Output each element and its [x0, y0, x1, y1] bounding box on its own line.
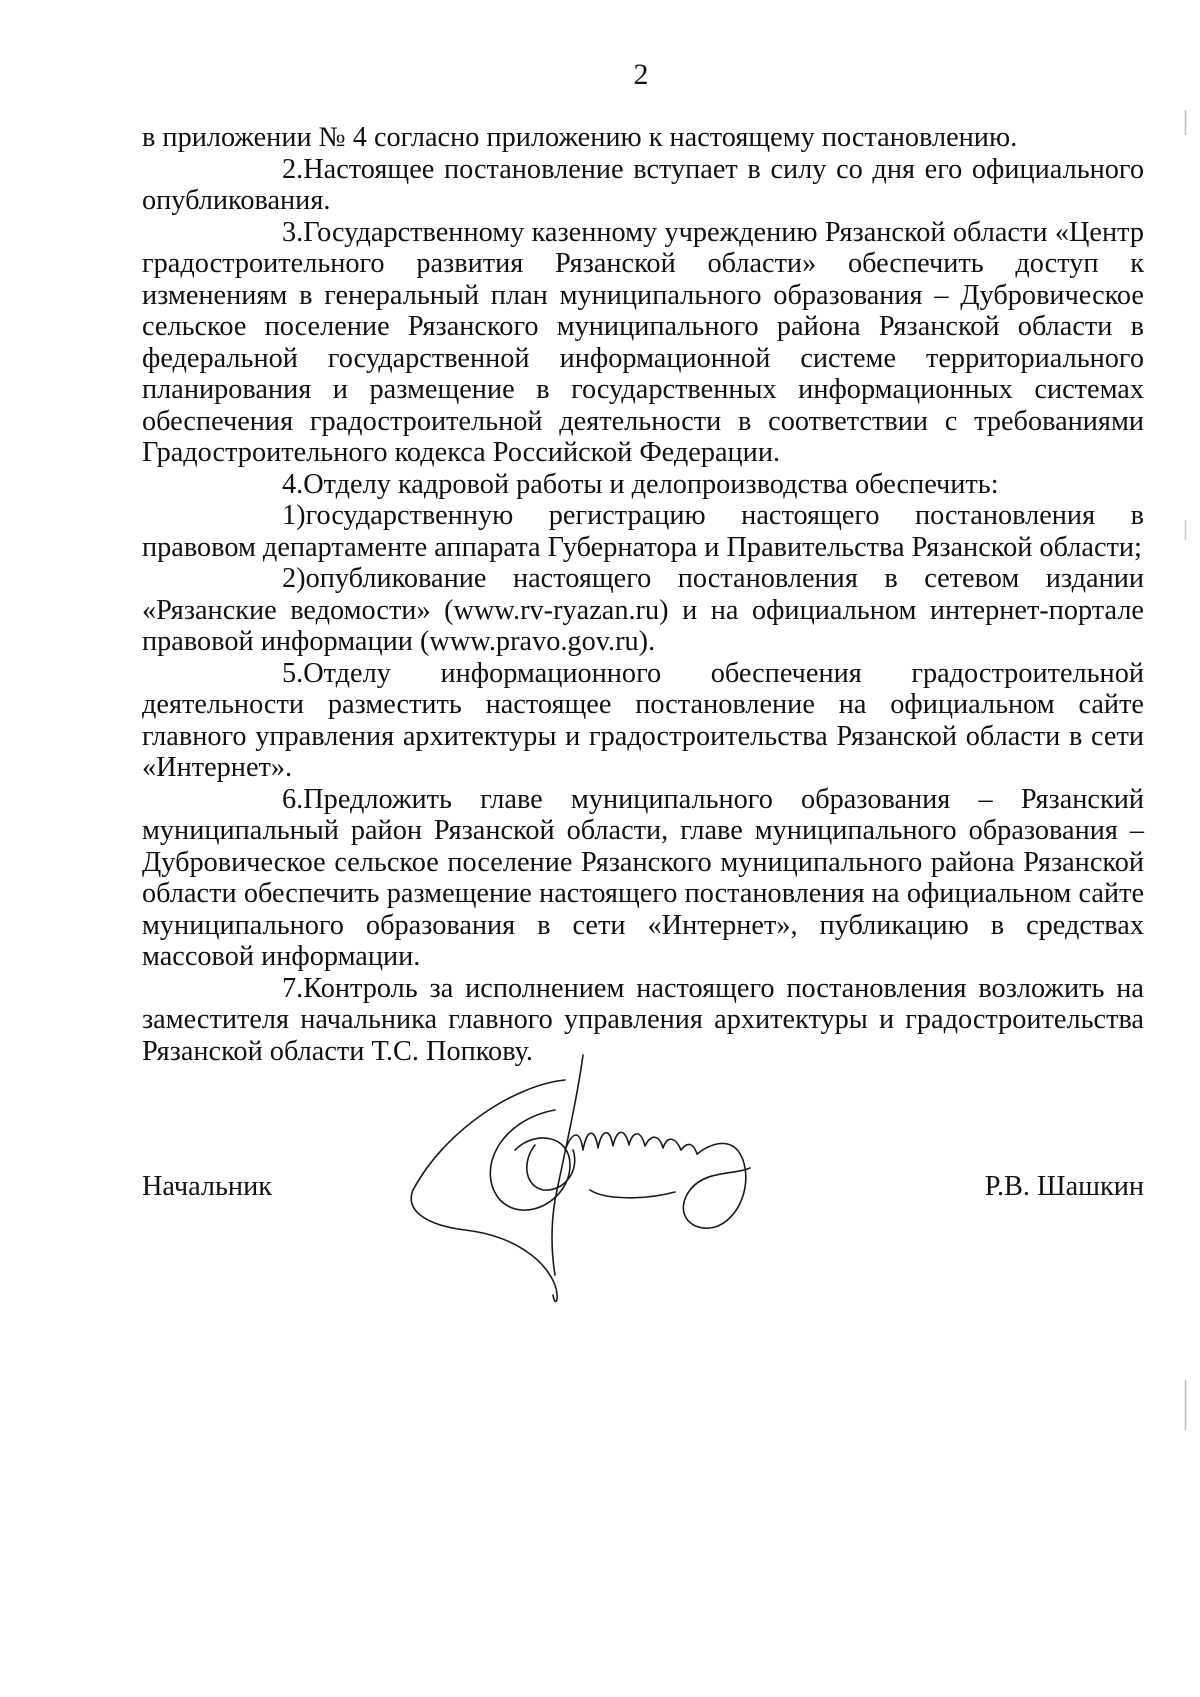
page-number: 2	[633, 58, 649, 91]
paragraph-text: опубликование настоящего постановления в сетевом издании «Рязанские ведомости» (www.rv-ryazan.ru) и на официальном интернет-портале правовой информации (www.pravo.gov.ru).	[142, 563, 1144, 657]
item-number: 3.	[282, 216, 304, 248]
paragraph-text: Предложить главе муниципального образования – Рязанский муниципальный район Рязанской области, главе муниципального образования – Дубровическое сельское поселение Рязанского муниципального района Рязанской области обеспечить размещение настоящего постановления на официальном сайте муниципального образования в сети «Интернет», публикацию в средствах массовой информации.	[142, 783, 1144, 972]
document-body	[142, 122, 1144, 1067]
signature-stroke	[552, 1055, 583, 1275]
paragraph-text: Контроль за исполнением настоящего постановления возложить на заместителя начальника главного управления архитектуры и градостроительства Рязанской области Т.С. Попкову.	[142, 972, 1144, 1067]
paragraph-item-3	[142, 217, 1144, 469]
item-number: 7.	[282, 972, 304, 1004]
signature-stroke	[490, 1110, 570, 1210]
signatory-title: Начальник	[142, 1171, 272, 1202]
paragraph-item-6	[142, 784, 1144, 973]
item-number: 1)	[282, 500, 306, 531]
signature-stroke	[590, 1190, 675, 1198]
paragraph-item-2	[142, 154, 1144, 217]
item-number: 6.	[282, 783, 304, 815]
paragraph-continuation	[142, 122, 1144, 154]
signature-stroke	[683, 1143, 750, 1228]
paragraph-subitem-1	[142, 500, 1144, 563]
item-number: 2)	[282, 563, 306, 594]
paragraph-subitem-2	[142, 563, 1144, 658]
paragraph-text: Отделу кадровой работы и делопроизводства обеспечить:	[303, 468, 999, 500]
paragraph-text: в приложении № 4 согласно приложению к настоящему постановлению.	[142, 122, 1018, 153]
handwritten-signature	[405, 1050, 805, 1310]
signature-stroke	[565, 1132, 697, 1154]
paragraph-text: Отделу информационного обеспечения градостроительной деятельности разместить настоящее постановление на официальном сайте главного управления архитектуры и градостроительства Рязанской области в сети «Интернет».	[142, 657, 1144, 783]
paragraph-text: Государственному казенному учреждению Рязанской области «Центр градостроительного развития Рязанской области» обеспечить доступ к изменениям в генеральный план муниципального образования – Дубровическое сельское поселение Рязанского муниципального района Рязанской области в федеральной государственной информационной системе территориального планирования и размещение в государственных информационных системах обеспечения градостроительной деятельности в соответствии с требованиями Градостроительного кодекса Российской Федерации.	[142, 216, 1144, 468]
item-number: 5.	[282, 657, 304, 689]
paragraph-text: Настоящее постановление вступает в силу со дня его официального опубликования.	[142, 153, 1144, 216]
item-number: 2.	[282, 153, 304, 185]
paragraph-text: государственную регистрацию настоящего постановления в правовом департаменте аппарата Губернатора и Правительства Рязанской области;	[142, 500, 1144, 563]
item-number: 4.	[282, 468, 304, 500]
signatory-name: Р.В. Шашкин	[984, 1171, 1144, 1202]
paragraph-item-5	[142, 658, 1144, 784]
scan-edge-marks	[1184, 0, 1187, 1697]
paragraph-item-4	[142, 469, 1144, 501]
